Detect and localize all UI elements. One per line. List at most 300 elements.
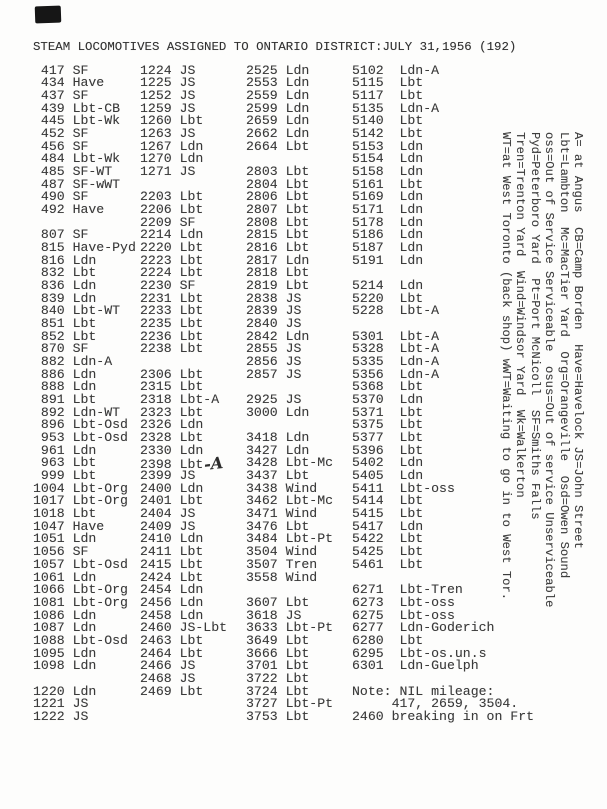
loco-number: 2404	[140, 506, 172, 522]
loco-location: Ldn	[383, 518, 424, 534]
loco-location: Lbt	[383, 493, 424, 509]
loco-location: Ldn	[383, 163, 424, 179]
loco-location: Ldn	[383, 277, 424, 293]
loco-number: 1263	[140, 125, 172, 141]
loco-location: Lbt	[383, 417, 424, 433]
loco-location: Ldn	[171, 417, 204, 433]
loco-number: 870	[33, 341, 65, 357]
loco-location: Lbt	[277, 239, 310, 255]
loco-location: Lbt-Org	[64, 582, 128, 598]
loco-location: Lbt	[383, 379, 424, 395]
loco-number: 2233	[140, 303, 172, 319]
loco-number: 2815	[246, 227, 278, 243]
loco-location: Lbt	[171, 303, 204, 319]
loco-number: 439	[33, 100, 65, 116]
loco-location: Ldn	[383, 455, 424, 471]
loco-number: 6273	[352, 594, 384, 610]
loco-number: 2463	[140, 632, 172, 648]
loco-number: 2315	[140, 379, 172, 395]
loco-location: Lbt	[383, 556, 424, 572]
loco-number: 5135	[352, 100, 384, 116]
loco-location: Ldn	[171, 582, 204, 598]
loco-number: 5220	[352, 290, 384, 306]
loco-location: Lbt	[171, 493, 204, 509]
loco-location: JS	[277, 341, 302, 357]
loco-location: Ldn	[171, 227, 204, 243]
loco-number: 2842	[246, 328, 278, 344]
ink-blot-mark	[35, 6, 62, 24]
loco-number: 2664	[246, 138, 278, 154]
loco-location: Ldn	[64, 442, 97, 458]
loco-number: 1018	[33, 506, 65, 522]
loco-location: Lbt-Osd	[64, 417, 128, 433]
loco-location: JS	[277, 303, 302, 319]
loco-location: JS	[64, 708, 89, 724]
loco-number: 3471	[246, 506, 278, 522]
loco-number: 840	[33, 303, 65, 319]
loco-location: Lbt	[383, 442, 424, 458]
loco-number: 492	[33, 201, 65, 217]
loco-location: Lbt	[171, 328, 204, 344]
loco-number: 2306	[140, 366, 172, 382]
loco-entry	[246, 138, 310, 154]
loco-location: JS	[171, 670, 196, 686]
loco-number: 5161	[352, 176, 384, 192]
loco-location: Ldn	[383, 227, 424, 243]
loco-number: 2458	[140, 607, 172, 623]
loco-entry	[140, 442, 204, 458]
loco-number: 2400	[140, 480, 172, 496]
loco-location: JS	[171, 163, 196, 179]
loco-number: 2838	[246, 290, 278, 306]
loco-location: Ldn	[64, 531, 97, 547]
loco-number: 5335	[352, 354, 384, 370]
loco-location: Lbt	[277, 138, 310, 154]
loco-number: 6275	[352, 607, 384, 623]
loco-number: 484	[33, 151, 65, 167]
loco-location: Ldn	[171, 531, 204, 547]
loco-number: 5417	[352, 518, 384, 534]
loco-location: JS	[171, 75, 196, 91]
loco-number: 1271	[140, 163, 172, 179]
loco-location: Lbt-Mc	[277, 455, 334, 471]
loco-number: 2224	[140, 265, 172, 281]
loco-location: SF	[64, 87, 89, 103]
loco-location: Ldn	[171, 151, 204, 167]
loco-number: 5370	[352, 392, 384, 408]
loco-location: Lbt	[171, 201, 204, 217]
loco-entry	[33, 708, 89, 724]
loco-location: Lbt	[383, 506, 424, 522]
loco-location: Lbt-Wk	[64, 113, 121, 129]
loco-number: 1252	[140, 87, 172, 103]
loco-number: 445	[33, 113, 65, 129]
loco-number: 2456	[140, 594, 172, 610]
legend-line: WT=at West Toronto (back shop) wWT=Waiting to go in to West Tor.	[498, 132, 513, 601]
loco-number: 5102	[352, 62, 384, 78]
loco-entry	[33, 201, 105, 217]
loco-location: JS	[277, 366, 302, 382]
loco-location: Lbt-WT	[64, 303, 121, 319]
loco-number: 1056	[33, 544, 65, 560]
loco-number: 836	[33, 277, 65, 293]
loco-number: 3633	[246, 620, 278, 636]
loco-location: Lbt	[171, 457, 204, 473]
loco-location: JS	[171, 100, 196, 116]
loco-location: Ldn	[64, 379, 97, 395]
loco-number: 5377	[352, 430, 384, 446]
loco-location: Lbt	[171, 379, 204, 395]
loco-number: 1267	[140, 138, 172, 154]
loco-number: 2817	[246, 252, 278, 268]
loco-number: 953	[33, 430, 65, 446]
loco-location: JS	[171, 87, 196, 103]
loco-location: Have	[64, 518, 105, 534]
loco-number: 1098	[33, 658, 65, 674]
loco-location: Lbt	[277, 189, 310, 205]
loco-location: SF	[64, 62, 89, 78]
loco-location: SF	[64, 341, 89, 357]
loco-number: 3462	[246, 493, 278, 509]
loco-location: Lbt-Org	[64, 480, 128, 496]
loco-number: 1004	[33, 480, 65, 496]
loco-location: Ldn	[171, 480, 204, 496]
loco-number: 2330	[140, 442, 172, 458]
loco-number: 2925	[246, 392, 278, 408]
loco-number: 2323	[140, 404, 172, 420]
loco-number: 2223	[140, 252, 172, 268]
loco-number: 1095	[33, 645, 65, 661]
loco-number: 882	[33, 354, 65, 370]
loco-number: 1017	[33, 493, 65, 509]
loco-location: Wind	[277, 506, 318, 522]
loco-location: JS	[171, 468, 196, 484]
loco-number: 2454	[140, 582, 172, 598]
loco-location: Ldn	[277, 87, 310, 103]
loco-location: Lbt	[171, 544, 204, 560]
loco-location: Ldn	[277, 113, 310, 129]
loco-location: Lbt	[64, 316, 97, 331]
loco-number: 487	[33, 176, 65, 192]
loco-number: 2411	[140, 544, 172, 560]
loco-location: Lbt	[64, 328, 97, 344]
loco-number: 490	[33, 189, 65, 205]
loco-location: Ldn	[64, 658, 97, 674]
loco-number: 5142	[352, 125, 384, 141]
loco-number: 2238	[140, 341, 172, 357]
loco-location: Lbt	[64, 265, 97, 281]
loco-location: JS	[171, 125, 196, 141]
loco-location: Lbt	[277, 708, 310, 724]
note-line: 417, 2659, 3504.	[352, 696, 519, 712]
loco-entry	[140, 343, 203, 355]
loco-number: 437	[33, 87, 65, 103]
loco-number: 852	[33, 328, 65, 344]
loco-location: Lbt	[171, 316, 204, 331]
loco-number: 2818	[246, 265, 278, 281]
loco-number: 6295	[352, 645, 384, 661]
legend-line: Tren=Trenton Yard Wind=Windsor Yard Wk=Walkerton	[513, 132, 527, 498]
loco-number: 1066	[33, 582, 65, 598]
loco-location: Ldn	[277, 100, 310, 116]
loco-number: 3504	[246, 544, 278, 560]
loco-location: Ldn	[383, 189, 424, 205]
loco-location: Lbt	[383, 430, 424, 446]
loco-location: Ldn	[64, 607, 97, 623]
loco-number: 2659	[246, 113, 278, 129]
loco-location: Have	[64, 201, 105, 217]
loco-number: 5415	[352, 506, 384, 522]
loco-location: JS	[277, 290, 302, 306]
loco-location: Lbt-CB	[64, 100, 121, 116]
loco-location: JS	[277, 392, 302, 408]
loco-location: Lbt	[277, 632, 310, 648]
loco-number: 2469	[140, 683, 172, 699]
loco-location: Lbt	[383, 113, 424, 129]
loco-number: 888	[33, 379, 65, 395]
loco-number: 5411	[352, 480, 384, 496]
loco-number: 5328	[352, 341, 384, 357]
loco-number: 1220	[33, 683, 65, 699]
loco-number: 2856	[246, 354, 278, 370]
loco-location: JS	[277, 316, 302, 331]
loco-location: Ldn-A	[383, 100, 440, 116]
loco-number: 2839	[246, 303, 278, 319]
loco-number: 6301	[352, 658, 384, 674]
loco-number: 2840	[246, 316, 278, 331]
loco-entry	[246, 708, 310, 724]
loco-entry	[352, 305, 439, 317]
loco-location: Lbt	[64, 506, 97, 522]
loco-number: 2855	[246, 341, 278, 357]
loco-location: Lbt-Org	[64, 493, 128, 509]
loco-number: 1047	[33, 518, 65, 534]
loco-number: 2466	[140, 658, 172, 674]
loco-location: Ldn	[383, 151, 424, 167]
loco-number: 3000	[246, 404, 278, 420]
loco-location: SF	[64, 544, 89, 560]
legend-line: A= at Angus CB=Camp Borden Have=Havelock JS=John Street	[571, 132, 585, 549]
loco-location: Lbt	[171, 404, 204, 420]
loco-location: Ldn	[383, 214, 424, 230]
loco-location: Lbt	[277, 201, 310, 217]
loco-number: 3753	[246, 708, 278, 724]
loco-number: 6280	[352, 632, 384, 648]
loco-number: 5117	[352, 87, 384, 103]
loco-number: 2662	[246, 125, 278, 141]
loco-location: Lbt-Org	[64, 594, 128, 610]
loco-number: 2410	[140, 531, 172, 547]
loco-number: 2807	[246, 201, 278, 217]
loco-location: JS	[277, 354, 302, 370]
loco-number: 5191	[352, 252, 384, 268]
loco-number: 5186	[352, 227, 384, 243]
loco-location: SF-wWT	[64, 176, 121, 192]
loco-number: 2230	[140, 277, 172, 293]
loco-number: 3484	[246, 531, 278, 547]
loco-location: Lbt-Wk	[64, 151, 121, 167]
loco-number: 2401	[140, 493, 172, 509]
loco-location: Lbt	[64, 468, 97, 484]
loco-location: Wind	[277, 569, 318, 585]
loco-number: 1086	[33, 607, 65, 623]
loco-number: 5171	[352, 201, 384, 217]
loco-location: Lbt	[171, 113, 204, 129]
loco-location: Lbt-A	[383, 328, 440, 344]
loco-entry	[246, 404, 310, 420]
loco-location: Ldn	[171, 607, 204, 623]
loco-entry	[33, 660, 96, 672]
loco-location: JS	[171, 62, 196, 78]
loco-number: 2553	[246, 75, 278, 91]
loco-number: 2559	[246, 87, 278, 103]
loco-number: 2399	[140, 468, 172, 484]
loco-number: 5402	[352, 455, 384, 471]
loco-location: Lbt	[277, 176, 310, 192]
loco-number: 1051	[33, 531, 65, 547]
loco-number: 851	[33, 316, 65, 331]
loco-location: Lbt	[64, 455, 97, 471]
loco-number: 2857	[246, 366, 278, 382]
loco-entry	[140, 163, 196, 179]
loco-location: Lbt	[171, 265, 204, 281]
loco-number: 3722	[246, 670, 278, 686]
loco-location: Lbt	[277, 670, 310, 686]
legend-line: Lbt=Lambton Mc=MacTier Yard Org=Orangeville Osd=Owen Sound	[556, 132, 571, 579]
loco-location: Lbt	[171, 252, 204, 268]
loco-location: JS	[277, 607, 302, 623]
loco-number: 5140	[352, 113, 384, 129]
loco-location: Have-Pyd	[64, 239, 136, 255]
loco-number: 417	[33, 62, 65, 78]
loco-location: Ldn	[64, 569, 97, 585]
loco-number: 2819	[246, 277, 278, 293]
loco-location: Lbt-oss	[383, 607, 455, 623]
loco-number: 2203	[140, 189, 172, 205]
loco-number: 456	[33, 138, 65, 154]
loco-number: 5396	[352, 442, 384, 458]
loco-location: Ldn	[64, 277, 97, 293]
loco-number: 3649	[246, 632, 278, 648]
loco-location: Lbt	[171, 189, 204, 205]
loco-number: 3618	[246, 607, 278, 623]
loco-number: 5422	[352, 531, 384, 547]
loco-location: Ldn-WT	[64, 404, 121, 420]
loco-location: Lbt	[171, 430, 204, 446]
note-line: Note: NIL mileage:	[352, 683, 495, 699]
note-line: 2460 breaking in on Frt	[352, 708, 535, 724]
loco-number: 2424	[140, 569, 172, 585]
loco-number: 896	[33, 417, 65, 433]
legend-line: Pyd=Peterboro Yard Pt=Port McNicoll SF=Smiths Falls	[527, 132, 542, 520]
loco-number: 1061	[33, 569, 65, 585]
loco-location: Lbt	[383, 632, 424, 648]
loco-number: 815	[33, 239, 65, 255]
loco-number: 892	[33, 404, 65, 420]
loco-location: Ldn	[383, 252, 424, 268]
loco-number: 5187	[352, 239, 384, 255]
loco-location: Ldn	[277, 252, 310, 268]
loco-location: Lbt	[277, 214, 310, 230]
loco-location: Ldn	[277, 75, 310, 91]
loco-number: 816	[33, 252, 65, 268]
loco-location: SF	[171, 277, 196, 293]
loco-number: 1088	[33, 632, 65, 648]
loco-location: Ldn	[277, 62, 310, 78]
loco-location: Ldn	[64, 645, 97, 661]
loco-number: 1057	[33, 556, 65, 572]
loco-number: 3437	[246, 468, 278, 484]
loco-entry	[246, 569, 318, 585]
loco-location: Ldn	[171, 138, 204, 154]
loco-number: 5461	[352, 556, 384, 572]
loco-location: Lbt	[277, 645, 310, 661]
loco-number: 2808	[246, 214, 278, 230]
loco-number: 2235	[140, 316, 172, 331]
loco-number: 3428	[246, 455, 278, 471]
loco-number: 1081	[33, 594, 65, 610]
loco-location: SF	[64, 125, 89, 141]
loco-number: 3507	[246, 556, 278, 572]
loco-number: 2415	[140, 556, 172, 572]
loco-location: Ldn	[383, 201, 424, 217]
loco-number: 5368	[352, 379, 384, 395]
loco-number: 2209	[140, 214, 172, 230]
loco-location: Lbt	[383, 75, 424, 91]
loco-location: Lbt-Pt	[277, 531, 334, 547]
loco-entry	[352, 252, 424, 268]
loco-number: 839	[33, 290, 65, 306]
loco-number: 2220	[140, 239, 172, 255]
loco-location: Lbt-Pt	[277, 620, 334, 636]
loco-number: 3558	[246, 569, 278, 585]
loco-number: 891	[33, 392, 65, 408]
loco-number: 2816	[246, 239, 278, 255]
loco-location: Lbt	[171, 632, 204, 648]
loco-number: 2236	[140, 328, 172, 344]
loco-location: Have	[64, 75, 105, 91]
loco-location: Lbt-Tren	[383, 582, 463, 598]
loco-location: Tren	[277, 556, 318, 572]
loco-location: Ldn	[64, 290, 97, 306]
loco-location: Ldn	[277, 404, 310, 420]
loco-location: SF	[171, 214, 196, 230]
loco-number: 1087	[33, 620, 65, 636]
loco-location: Ldn	[277, 430, 310, 446]
loco-location: Ldn-A	[64, 354, 113, 370]
loco-location: Ldn	[383, 138, 424, 154]
loco-number: 5115	[352, 75, 384, 91]
loco-location: Lbt	[171, 569, 204, 585]
loco-number: 2468	[140, 670, 172, 686]
loco-location: Ldn	[64, 683, 97, 699]
handwritten-annotation: -A	[203, 453, 225, 475]
loco-location: Lbt-Osd	[64, 556, 128, 572]
loco-number: 3427	[246, 442, 278, 458]
loco-location: JS	[171, 506, 196, 522]
loco-location: Lbt-A	[383, 303, 440, 319]
loco-number: 2326	[140, 417, 172, 433]
loco-number: 5214	[352, 277, 384, 293]
loco-number: 2464	[140, 645, 172, 661]
loco-location: Lbt	[277, 658, 310, 674]
loco-location: Ldn	[383, 392, 424, 408]
loco-location: Wind	[277, 544, 318, 560]
loco-number: 2525	[246, 62, 278, 78]
loco-number: 3724	[246, 683, 278, 699]
loco-number: 999	[33, 468, 65, 484]
loco-number: 2409	[140, 518, 172, 534]
